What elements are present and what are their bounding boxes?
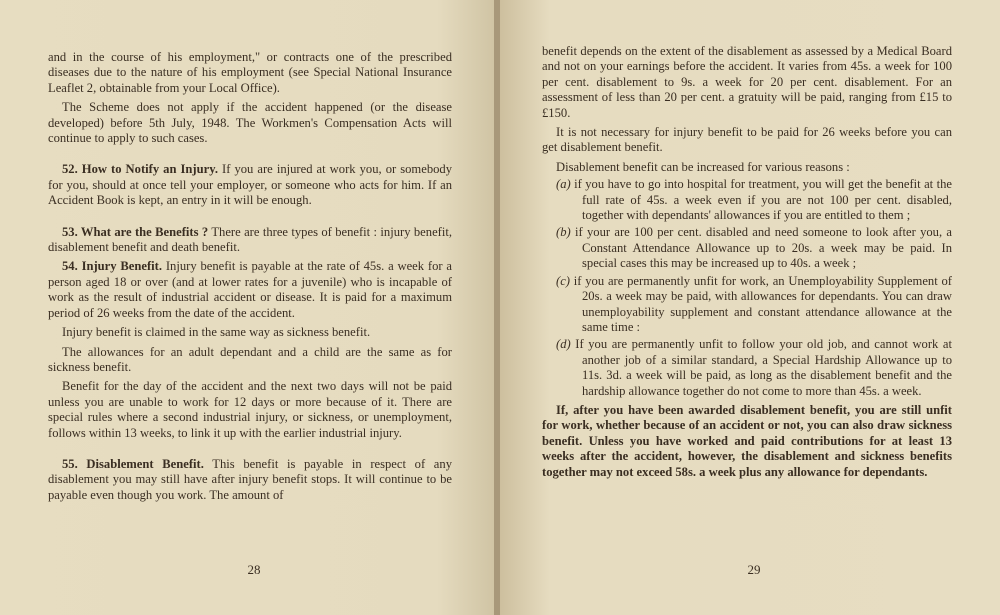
bold-paragraph: If, after you have been awarded disablement benefit, you are still unfit for work, whether because of an accident or not, you can also draw sickness benefit. Unless you have worked and paid contributions for at least 13 weeks after the accident, however, the disablement and sickness benefits together may not exceed 58s. a week plus any allowance for dependants. [542,402,952,479]
paragraph: The allowances for an adult dependant and a child are the same as for sickness benefit. [48,344,452,374]
section-55 [48,457,452,503]
list-label: (a) [556,177,571,192]
list-text: If you are permanently unfit to follow your old job, and cannot work at another job of a similar standard, a Special Hardship Allowance up to 11s. 3d. a week will be paid, as long as the disablement benefit and the hardship allowance together do not come to more than 45s. a week. [570,337,952,398]
list-label: (d) [556,337,571,352]
paragraph: The Scheme does not apply if the accident happened (or the disease developed) before 5th July, 1948. The Workmen's Compensation Acts will continue to apply to such cases. [48,100,452,146]
section-53 [48,225,452,256]
section-54 [48,259,452,321]
paragraph: Benefit for the day of the accident and the next two days will not be paid unless you are unable to work for 12 days or more because of it. There are special rules where a second industrial injury, or sickness, or unemployment, follows within 13 weeks, to link it up with the earlier industrial injury. [48,379,452,440]
list-text: if you are permanently unfit for work, an Unemployability Supplement of 20s. a week may be paid, with allowances for dependants. You can draw unemployability supplement and constant attendance allowance at the same time : [569,273,952,334]
list-text: if your are 100 per cent. disabled and need someone to look after you, a Constant Attendance Allowance up to 20s. a week may be paid. In special cases this may be increased up to 40s. a week ; [570,225,952,271]
paragraph: Disablement benefit can be increased for various reasons : [556,159,850,174]
right-text-column [542,44,952,480]
list-item [542,225,952,271]
list-item [542,274,952,336]
section-text: There are three types of benefit : injury benefit, disablement benefit and death benefit. [48,224,452,255]
right-page [500,0,1000,615]
paragraph: and in the course of his employment," or contracts one of the prescribed diseases due to the nature of his employment (see Special National Insurance Leaflet 2, obtainable from your Local Office). [48,50,452,95]
section-text: This benefit is payable in respect of any disablement you may still have after injury benefit stops. It will continue to be payable even though you work. The amount of [48,456,452,502]
left-text-column [48,50,452,503]
section-text: Injury benefit is payable at the rate of 45s. a week for a person aged 18 or over (and at lower rates for a juvenile) who is incapable of work as the result of industrial accident or disease. It is paid for a maximum period of 26 weeks from the date of the accident. [48,259,452,320]
list-text: if you have to go into hospital for treatment, you will get the benefit at the full rate of 45s. a week even if you are not 100 per cent. disabled, together with dependants' allowances if you are entitled to them ; [570,177,952,223]
list-item [542,337,952,399]
section-heading: 53. What are the Benefits ? [62,224,209,239]
section-heading: 52. How to Notify an Injury. [62,162,218,177]
list-item [542,177,952,223]
section-text: If you are injured at work you, or somebody for you, should at once tell your employer, or someone who acts for him. If an Accident Book is kept, an entry in it will be enough. [48,162,453,208]
paragraph: It is not necessary for injury benefit to be paid for 26 weeks before you can get disablement benefit. [542,125,952,155]
paragraph: benefit depends on the extent of the disablement as assessed by a Medical Board and not on your earnings before the accident. It varies from 45s. a week for 100 per cent. disablement to 9s. a week for 20 per cent. disablement. For an assessment of less than 20 per cent. a gratuity will be paid, ranging from £15 to £150. [542,44,952,120]
list-label: (c) [556,273,570,288]
page-number: 29 [747,562,761,577]
section-heading: 55. Disablement Benefit. [62,456,204,471]
page-number: 28 [247,562,261,577]
left-page [0,0,497,615]
section-52 [48,162,452,208]
section-heading: 54. Injury Benefit. [62,259,163,274]
paragraph: Injury benefit is claimed in the same way as sickness benefit. [62,325,371,340]
list-label: (b) [556,225,571,240]
